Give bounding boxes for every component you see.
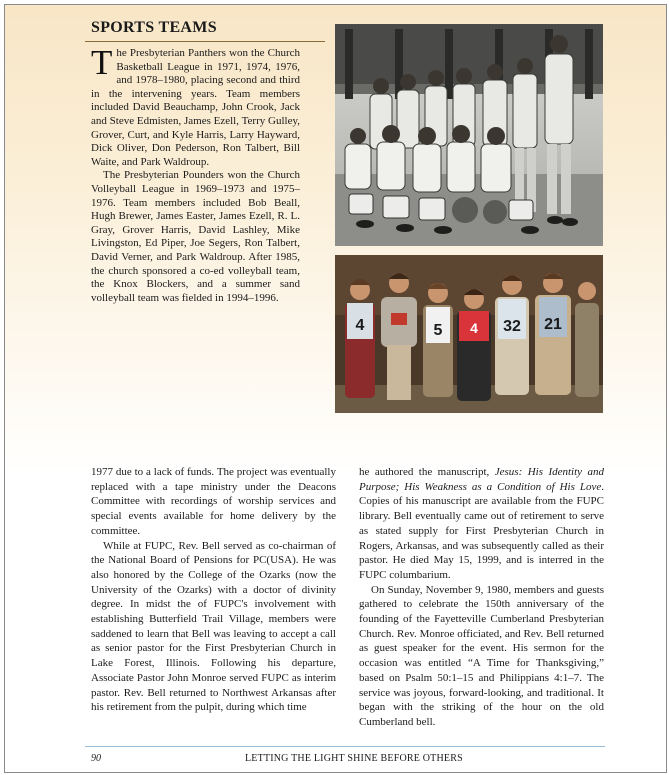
page-number: 90 bbox=[91, 753, 101, 764]
jersey-number: 21 bbox=[544, 316, 562, 333]
left-column bbox=[91, 465, 336, 715]
book-page bbox=[4, 4, 667, 773]
jersey-number: 5 bbox=[433, 322, 443, 339]
basketball-team-image bbox=[335, 24, 603, 246]
manuscript-title: Jesus: His Identity and Purpose; His Weakness as a Condition of His Love bbox=[359, 466, 604, 493]
panthers-paragraph bbox=[91, 43, 300, 169]
left-paragraph-2: While at FUPC, Rev. Bell served as co-chairman of the National Board of Pensions for PC(USA). He was also honored by the College of the Ozarks (now the University of the Ozarks) with a doctor of divinity degree. In midst the of FUPC's involvement with establishing Butterfield Trail Village, members were saddened to learn that Bell was leaving to accept a call as senior pastor for the First Presbyterian Church in Lake Forest, Illinois. Following his departure, Associate Pastor John Monroe served FUPC as interim pastor. Rev. Bell returned to Northwest Arkansas after his retirement from the pulpit, during which time bbox=[91, 539, 336, 714]
footer-rule bbox=[85, 746, 605, 747]
basketball-team-photo bbox=[335, 24, 603, 246]
jersey-number: 32 bbox=[503, 318, 521, 335]
right-paragraph-1 bbox=[359, 465, 604, 583]
running-footer-title: LETTING THE LIGHT SHINE BEFORE OTHERS bbox=[245, 753, 463, 764]
sports-teams-text bbox=[91, 43, 300, 305]
heading-rule bbox=[85, 41, 325, 42]
left-paragraph-1: 1977 due to a lack of funds. The project was eventually replaced with a tape ministry under the Deacons Committee with recordings of worship services and special events available for home delivery by the committee. bbox=[91, 466, 336, 537]
volleyball-team-photo bbox=[335, 255, 603, 413]
right-column bbox=[359, 465, 604, 730]
jersey-number: 4 bbox=[470, 320, 478, 336]
jersey-number: 4 bbox=[355, 317, 365, 334]
volleyball-team-image bbox=[335, 255, 603, 413]
panthers-paragraph-text: he Presbyterian Panthers won the Church Basketball League in 1971, 1974, 1976, and 1978–1980, placing second and third in the intervening years. Team members included David Beauchamp, John Crook, Jack and Steve Edmisten, James Ezell, Terry Gulley, Grover, Curt, and Kyle Harris, Larry Hayward, Dick Oliver, Don Pederson, Ron Talbert, Bill Waite, and Park Waldroup. bbox=[91, 47, 300, 168]
pounders-paragraph: The Presbyterian Pounders won the Church Volleyball League in 1969–1973 and 1975–1976. Team members included Bob Beall, Hugh Brewer, James Easter, James Ezell, R. L. Gray, Grover Harris, David Lashley, Mike Livingston, Ed Piper, Joe Segers, Ron Talbert, David Verner, and Park Waldroup. After 1985, the church sponsored a co-ed volleyball team, the Knox Blockers, and a summer sand volleyball team was fielded in 1994–1996. bbox=[91, 169, 300, 304]
section-heading: SPORTS TEAMS bbox=[91, 19, 217, 36]
manuscript-intro: he authored the manuscript, bbox=[359, 466, 495, 478]
drop-cap: T bbox=[91, 43, 113, 82]
manuscript-rest: . Copies of his manuscript are available from the FUPC library. Bell eventually came out of retirement to serve as stated supply for First Presbyterian Church in Rogers, Arkansas, and was subsequently called as their pastor. He died May 15, 1999, and is interred in the FUPC columbarium. bbox=[359, 480, 604, 581]
right-paragraph-2: On Sunday, November 9, 1980, members and guests gathered to celebrate the 150th anniversary of the founding of the Fayetteville Cumberland Presbyterian Church. Rev. Monroe officiated, and Rev. Bell returned as guest speaker for the event. His sermon for the occasion was entitled “A Time for Thanksgiving,” based on Psalm 50:1–15 and Philippians 4:1–7. The service was joyous, forward-looking, and traditional. It began with the striking of the hour on the old Cumberland bell. bbox=[359, 583, 604, 728]
